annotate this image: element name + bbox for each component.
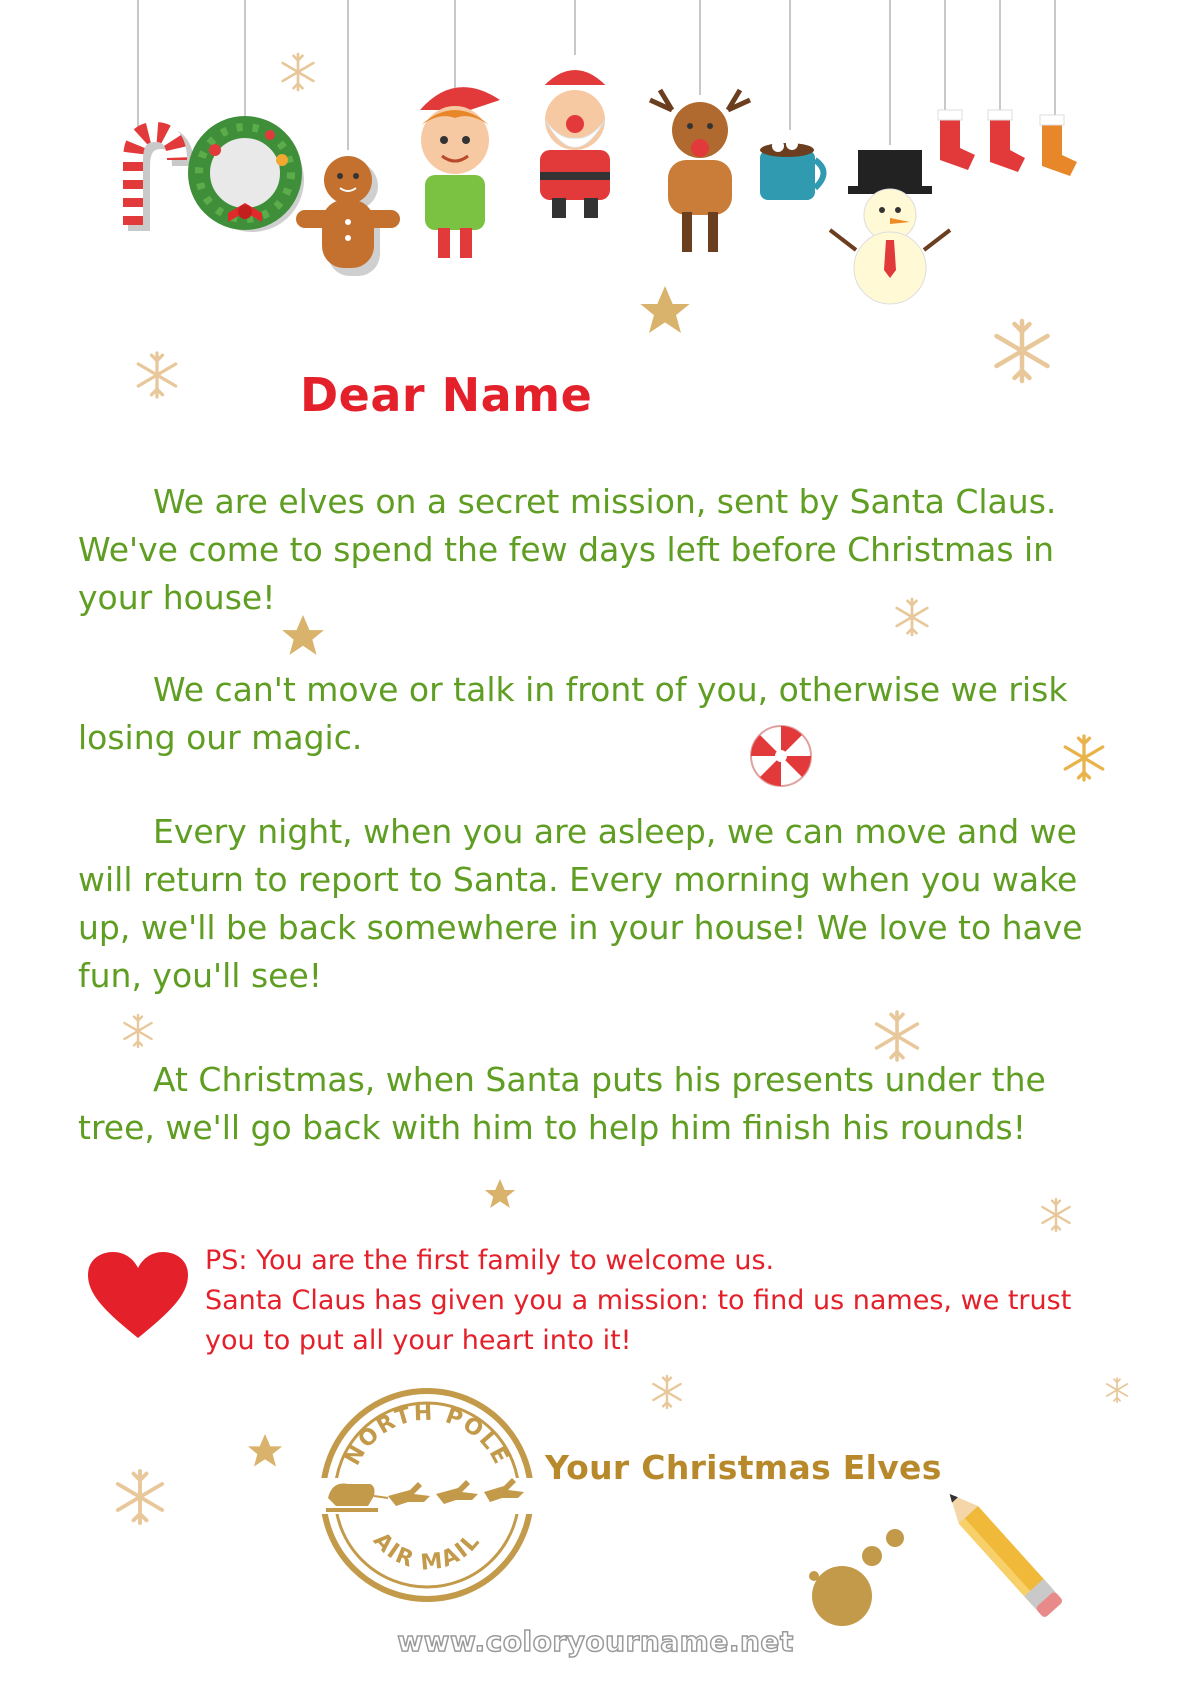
snowflake-icon xyxy=(138,353,175,397)
postscript-line-2: Santa Claus has given you a mission: to find us names, we trust xyxy=(205,1285,1072,1316)
paragraph-4 xyxy=(78,1056,1118,1152)
snowflake-icon xyxy=(877,1012,918,1060)
elf-icon xyxy=(420,87,500,258)
signature: Your Christmas Elves xyxy=(545,1448,942,1487)
website-footer[interactable]: www.coloryourname.net xyxy=(397,1625,794,1658)
svg-text:AIR MAIL xyxy=(368,1528,486,1576)
postscript xyxy=(205,1241,1125,1361)
snowflake-icon xyxy=(997,321,1048,381)
paragraph-3 xyxy=(78,808,1118,1000)
snowflake-icon xyxy=(1042,1199,1069,1231)
postscript-line-1: PS: You are the first family to welcome us. xyxy=(205,1245,775,1276)
paragraph-3-text: Every night, when you are asleep, we can move and we will return to report to Santa. Every morning when you wake up, we'll be back somewhere in your house! We love to have fun, you'll see! xyxy=(78,812,1083,995)
snowflake-icon xyxy=(118,1471,162,1523)
star-icon xyxy=(248,1434,282,1467)
north-pole-stamp xyxy=(318,1386,536,1604)
ornament-banner xyxy=(0,0,1191,330)
snowflake-icon xyxy=(1107,1378,1127,1402)
cocoa-mug-icon xyxy=(760,138,824,200)
paragraph-1-text: We are elves on a secret mission, sent by Santa Claus. We've come to spend the few days left before Christmas in your house! xyxy=(78,482,1057,617)
snowflake-icon xyxy=(124,1015,151,1047)
paragraph-4-text: At Christmas, when Santa puts his presents under the tree, we'll go back with him to help him finish his rounds! xyxy=(78,1060,1046,1147)
ink-blot-icon xyxy=(800,1516,920,1636)
paragraph-2 xyxy=(78,666,1118,762)
postscript-line-3: you to put all your heart into it! xyxy=(205,1325,632,1356)
star-icon xyxy=(485,1179,515,1208)
greeting-heading: Dear Name xyxy=(300,368,593,422)
paragraph-1 xyxy=(78,478,1118,622)
reindeer-icon xyxy=(650,90,750,252)
stamp-top-text: NORTH POLE xyxy=(340,1400,514,1470)
paragraph-2-text: We can't move or talk in front of you, otherwise we risk losing our magic. xyxy=(78,670,1068,757)
snowflake-icon xyxy=(653,1376,680,1408)
pencil-icon xyxy=(940,1478,1080,1638)
stocking-icon xyxy=(938,110,1077,176)
candy-cane-icon xyxy=(133,132,183,231)
santa-icon xyxy=(538,70,612,218)
wreath-icon xyxy=(193,121,304,232)
stamp-bottom-text: AIR MAIL xyxy=(368,1527,486,1576)
heart-icon xyxy=(86,1250,190,1342)
snowman-icon xyxy=(830,150,950,304)
gingerbread-man-icon xyxy=(296,156,400,276)
